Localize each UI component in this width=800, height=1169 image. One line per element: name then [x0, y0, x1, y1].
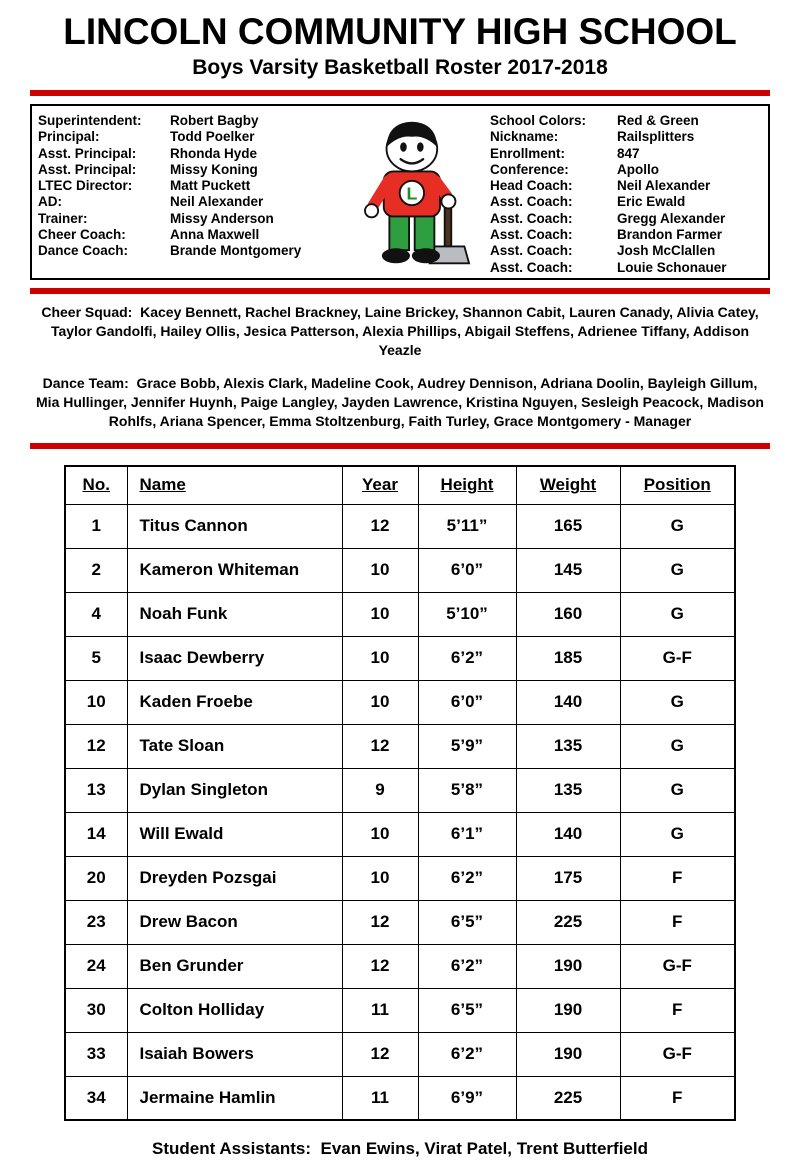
player-height: 5’9”	[418, 724, 516, 768]
info-row	[38, 162, 330, 178]
cheer-squad-text	[30, 303, 770, 360]
player-position: G	[620, 768, 735, 812]
player-name: Isaac Dewberry	[127, 636, 342, 680]
player-weight: 190	[516, 988, 620, 1032]
info-value: Brandon Farmer	[617, 227, 723, 243]
page-title: LINCOLN COMMUNITY HIGH SCHOOL	[63, 11, 737, 52]
info-label: Asst. Principal:	[38, 145, 137, 161]
player-weight: 165	[516, 504, 620, 548]
info-value: Apollo	[617, 161, 659, 177]
info-row	[38, 194, 330, 210]
info-label: Principal:	[38, 129, 100, 145]
player-number: 14	[65, 812, 127, 856]
table-row	[65, 724, 735, 768]
player-year: 10	[342, 548, 418, 592]
info-row	[490, 227, 762, 243]
player-year: 12	[342, 1032, 418, 1076]
info-label: Conference:	[490, 161, 569, 177]
info-row	[38, 227, 330, 243]
info-row	[38, 243, 330, 259]
info-row	[490, 146, 762, 162]
student-assistants-label: Student Assistants:	[152, 1139, 312, 1158]
mascot-letter: L	[406, 183, 418, 204]
player-height: 6’5”	[418, 988, 516, 1032]
player-weight: 140	[516, 680, 620, 724]
info-value: Josh McClallen	[617, 243, 716, 259]
info-row	[38, 113, 330, 129]
table-row	[65, 636, 735, 680]
col-header-no: No.	[65, 466, 127, 504]
player-height: 6’2”	[418, 944, 516, 988]
player-number: 33	[65, 1032, 127, 1076]
student-assistants-text	[30, 1139, 770, 1159]
cheer-squad-label: Cheer Squad:	[41, 304, 133, 320]
info-value: Brande Montgomery	[170, 243, 302, 259]
player-name: Colton Holliday	[127, 988, 342, 1032]
table-row	[65, 592, 735, 636]
player-height: 6’2”	[418, 856, 516, 900]
info-row	[490, 260, 762, 276]
info-value: Louie Schonauer	[617, 259, 727, 275]
info-label: Asst. Coach:	[490, 259, 573, 275]
player-number: 2	[65, 548, 127, 592]
info-value: Neil Alexander	[617, 178, 711, 194]
divider-rule-middle	[30, 288, 770, 294]
player-year: 10	[342, 680, 418, 724]
player-number: 24	[65, 944, 127, 988]
player-year: 10	[342, 812, 418, 856]
player-name: Titus Cannon	[127, 504, 342, 548]
info-row	[38, 178, 330, 194]
player-weight: 140	[516, 812, 620, 856]
player-position: G	[620, 724, 735, 768]
player-weight: 175	[516, 856, 620, 900]
player-name: Ben Grunder	[127, 944, 342, 988]
col-header-year: Year	[342, 466, 418, 504]
player-number: 30	[65, 988, 127, 1032]
info-row	[38, 129, 330, 145]
info-value: Eric Ewald	[617, 194, 686, 210]
player-height: 5’8”	[418, 768, 516, 812]
player-name: Drew Bacon	[127, 900, 342, 944]
player-name: Kaden Froebe	[127, 680, 342, 724]
info-row	[490, 162, 762, 178]
info-label: Head Coach:	[490, 178, 573, 194]
divider-rule-top	[30, 90, 770, 96]
info-row	[490, 194, 762, 210]
info-label: Asst. Coach:	[490, 194, 573, 210]
player-weight: 135	[516, 724, 620, 768]
info-label: Nickname:	[490, 129, 559, 145]
info-value: Missy Koning	[170, 161, 258, 177]
info-value: 847	[617, 145, 640, 161]
mascot-container	[330, 113, 490, 271]
player-name: Will Ewald	[127, 812, 342, 856]
player-weight: 135	[516, 768, 620, 812]
info-row	[490, 113, 762, 129]
school-info-box	[30, 104, 770, 280]
player-height: 5’10”	[418, 592, 516, 636]
player-position: F	[620, 988, 735, 1032]
player-position: G-F	[620, 636, 735, 680]
info-label: Asst. Coach:	[490, 210, 573, 226]
player-number: 1	[65, 504, 127, 548]
player-height: 6’0”	[418, 548, 516, 592]
player-position: F	[620, 856, 735, 900]
dance-team-label: Dance Team:	[42, 375, 129, 391]
info-row	[490, 243, 762, 259]
player-position: G	[620, 548, 735, 592]
info-label: Enrollment:	[490, 145, 566, 161]
player-year: 9	[342, 768, 418, 812]
dance-team-members: Grace Bobb, Alexis Clark, Madeline Cook, Audrey Dennison, Adriana Doolin, Bayleigh Gillum, Mia Hullinger, Jennifer Huynh, Paige Langley, Jayden Lawrence, Kristina Nguyen, Sesleigh Peacock, Madison Rohlfs, Ariana Spencer, Emma Stoltzenburg, Faith Turley, Grace Montgomery - Manager	[36, 375, 764, 429]
player-position: G	[620, 592, 735, 636]
info-value: Missy Anderson	[170, 210, 274, 226]
player-position: G	[620, 812, 735, 856]
info-value: Robert Bagby	[170, 113, 259, 128]
player-number: 13	[65, 768, 127, 812]
table-row	[65, 988, 735, 1032]
player-weight: 190	[516, 944, 620, 988]
player-number: 20	[65, 856, 127, 900]
info-label: Asst. Coach:	[490, 227, 573, 243]
divider-rule-bottom	[30, 443, 770, 449]
roster-table	[64, 465, 736, 1121]
info-label: Asst. Coach:	[490, 243, 573, 259]
player-name: Tate Sloan	[127, 724, 342, 768]
table-row	[65, 1032, 735, 1076]
player-position: G	[620, 504, 735, 548]
player-name: Kameron Whiteman	[127, 548, 342, 592]
player-year: 10	[342, 856, 418, 900]
info-label: AD:	[38, 194, 62, 210]
info-value: Anna Maxwell	[170, 227, 260, 243]
player-weight: 145	[516, 548, 620, 592]
info-label: Asst. Principal:	[38, 161, 137, 177]
col-header-name: Name	[127, 466, 342, 504]
player-year: 10	[342, 636, 418, 680]
table-row	[65, 812, 735, 856]
player-number: 23	[65, 900, 127, 944]
table-row	[65, 548, 735, 592]
player-year: 11	[342, 988, 418, 1032]
info-row	[38, 211, 330, 227]
player-height: 6’1”	[418, 812, 516, 856]
col-header-position: Position	[620, 466, 735, 504]
staff-info-column	[38, 113, 330, 271]
table-row	[65, 900, 735, 944]
player-name: Dreyden Pozsgai	[127, 856, 342, 900]
player-year: 10	[342, 592, 418, 636]
info-label: Cheer Coach:	[38, 227, 126, 243]
player-year: 11	[342, 1076, 418, 1120]
info-value: Matt Puckett	[170, 178, 251, 194]
player-position: G-F	[620, 1032, 735, 1076]
info-value: Red & Green	[617, 113, 699, 128]
player-year: 12	[342, 900, 418, 944]
player-name: Jermaine Hamlin	[127, 1076, 342, 1120]
player-height: 6’2”	[418, 1032, 516, 1076]
table-row	[65, 1076, 735, 1120]
player-position: G	[620, 680, 735, 724]
player-name: Noah Funk	[127, 592, 342, 636]
dance-team-text	[30, 374, 770, 431]
table-row	[65, 856, 735, 900]
player-name: Isaiah Bowers	[127, 1032, 342, 1076]
info-row	[490, 211, 762, 227]
player-year: 12	[342, 504, 418, 548]
player-position: F	[620, 900, 735, 944]
player-number: 5	[65, 636, 127, 680]
info-row	[490, 129, 762, 145]
table-row	[65, 768, 735, 812]
player-height: 6’2”	[418, 636, 516, 680]
info-value: Railsplitters	[617, 129, 695, 145]
col-header-height: Height	[418, 466, 516, 504]
mascot-image	[335, 115, 485, 270]
info-value: Todd Poelker	[170, 129, 255, 145]
player-year: 12	[342, 944, 418, 988]
player-position: F	[620, 1076, 735, 1120]
table-header-row	[65, 466, 735, 504]
table-row	[65, 680, 735, 724]
school-info-column	[490, 113, 762, 275]
player-number: 10	[65, 680, 127, 724]
info-value: Gregg Alexander	[617, 210, 726, 226]
player-number: 4	[65, 592, 127, 636]
player-height: 6’0”	[418, 680, 516, 724]
player-weight: 185	[516, 636, 620, 680]
page-subtitle: Boys Varsity Basketball Roster 2017-2018	[192, 56, 608, 79]
student-assistants-names: Evan Ewins, Virat Patel, Trent Butterfield	[320, 1139, 648, 1158]
info-row	[490, 178, 762, 194]
info-label: LTEC Director:	[38, 178, 133, 194]
player-position: G-F	[620, 944, 735, 988]
player-weight: 160	[516, 592, 620, 636]
player-height: 6’9”	[418, 1076, 516, 1120]
info-value: Neil Alexander	[170, 194, 264, 210]
info-label: Dance Coach:	[38, 243, 129, 259]
col-header-weight: Weight	[516, 466, 620, 504]
player-height: 5’11”	[418, 504, 516, 548]
info-value: Rhonda Hyde	[170, 145, 258, 161]
info-row	[38, 146, 330, 162]
info-label: Trainer:	[38, 210, 88, 226]
player-name: Dylan Singleton	[127, 768, 342, 812]
player-number: 34	[65, 1076, 127, 1120]
cheer-squad-members: Kacey Bennett, Rachel Brackney, Laine Brickey, Shannon Cabit, Lauren Canady, Alivia Catey, Taylor Gandolfi, Hailey Ollis, Jesica Patterson, Alexia Phillips, Abigail Steffens, Adrienee Tiffany, Addison Yeazle	[50, 304, 759, 358]
table-row	[65, 944, 735, 988]
player-number: 12	[65, 724, 127, 768]
player-weight: 225	[516, 900, 620, 944]
player-year: 12	[342, 724, 418, 768]
info-label: Superintendent:	[38, 113, 142, 128]
player-weight: 190	[516, 1032, 620, 1076]
table-row	[65, 504, 735, 548]
info-label: School Colors:	[490, 113, 587, 128]
player-height: 6’5”	[418, 900, 516, 944]
player-weight: 225	[516, 1076, 620, 1120]
